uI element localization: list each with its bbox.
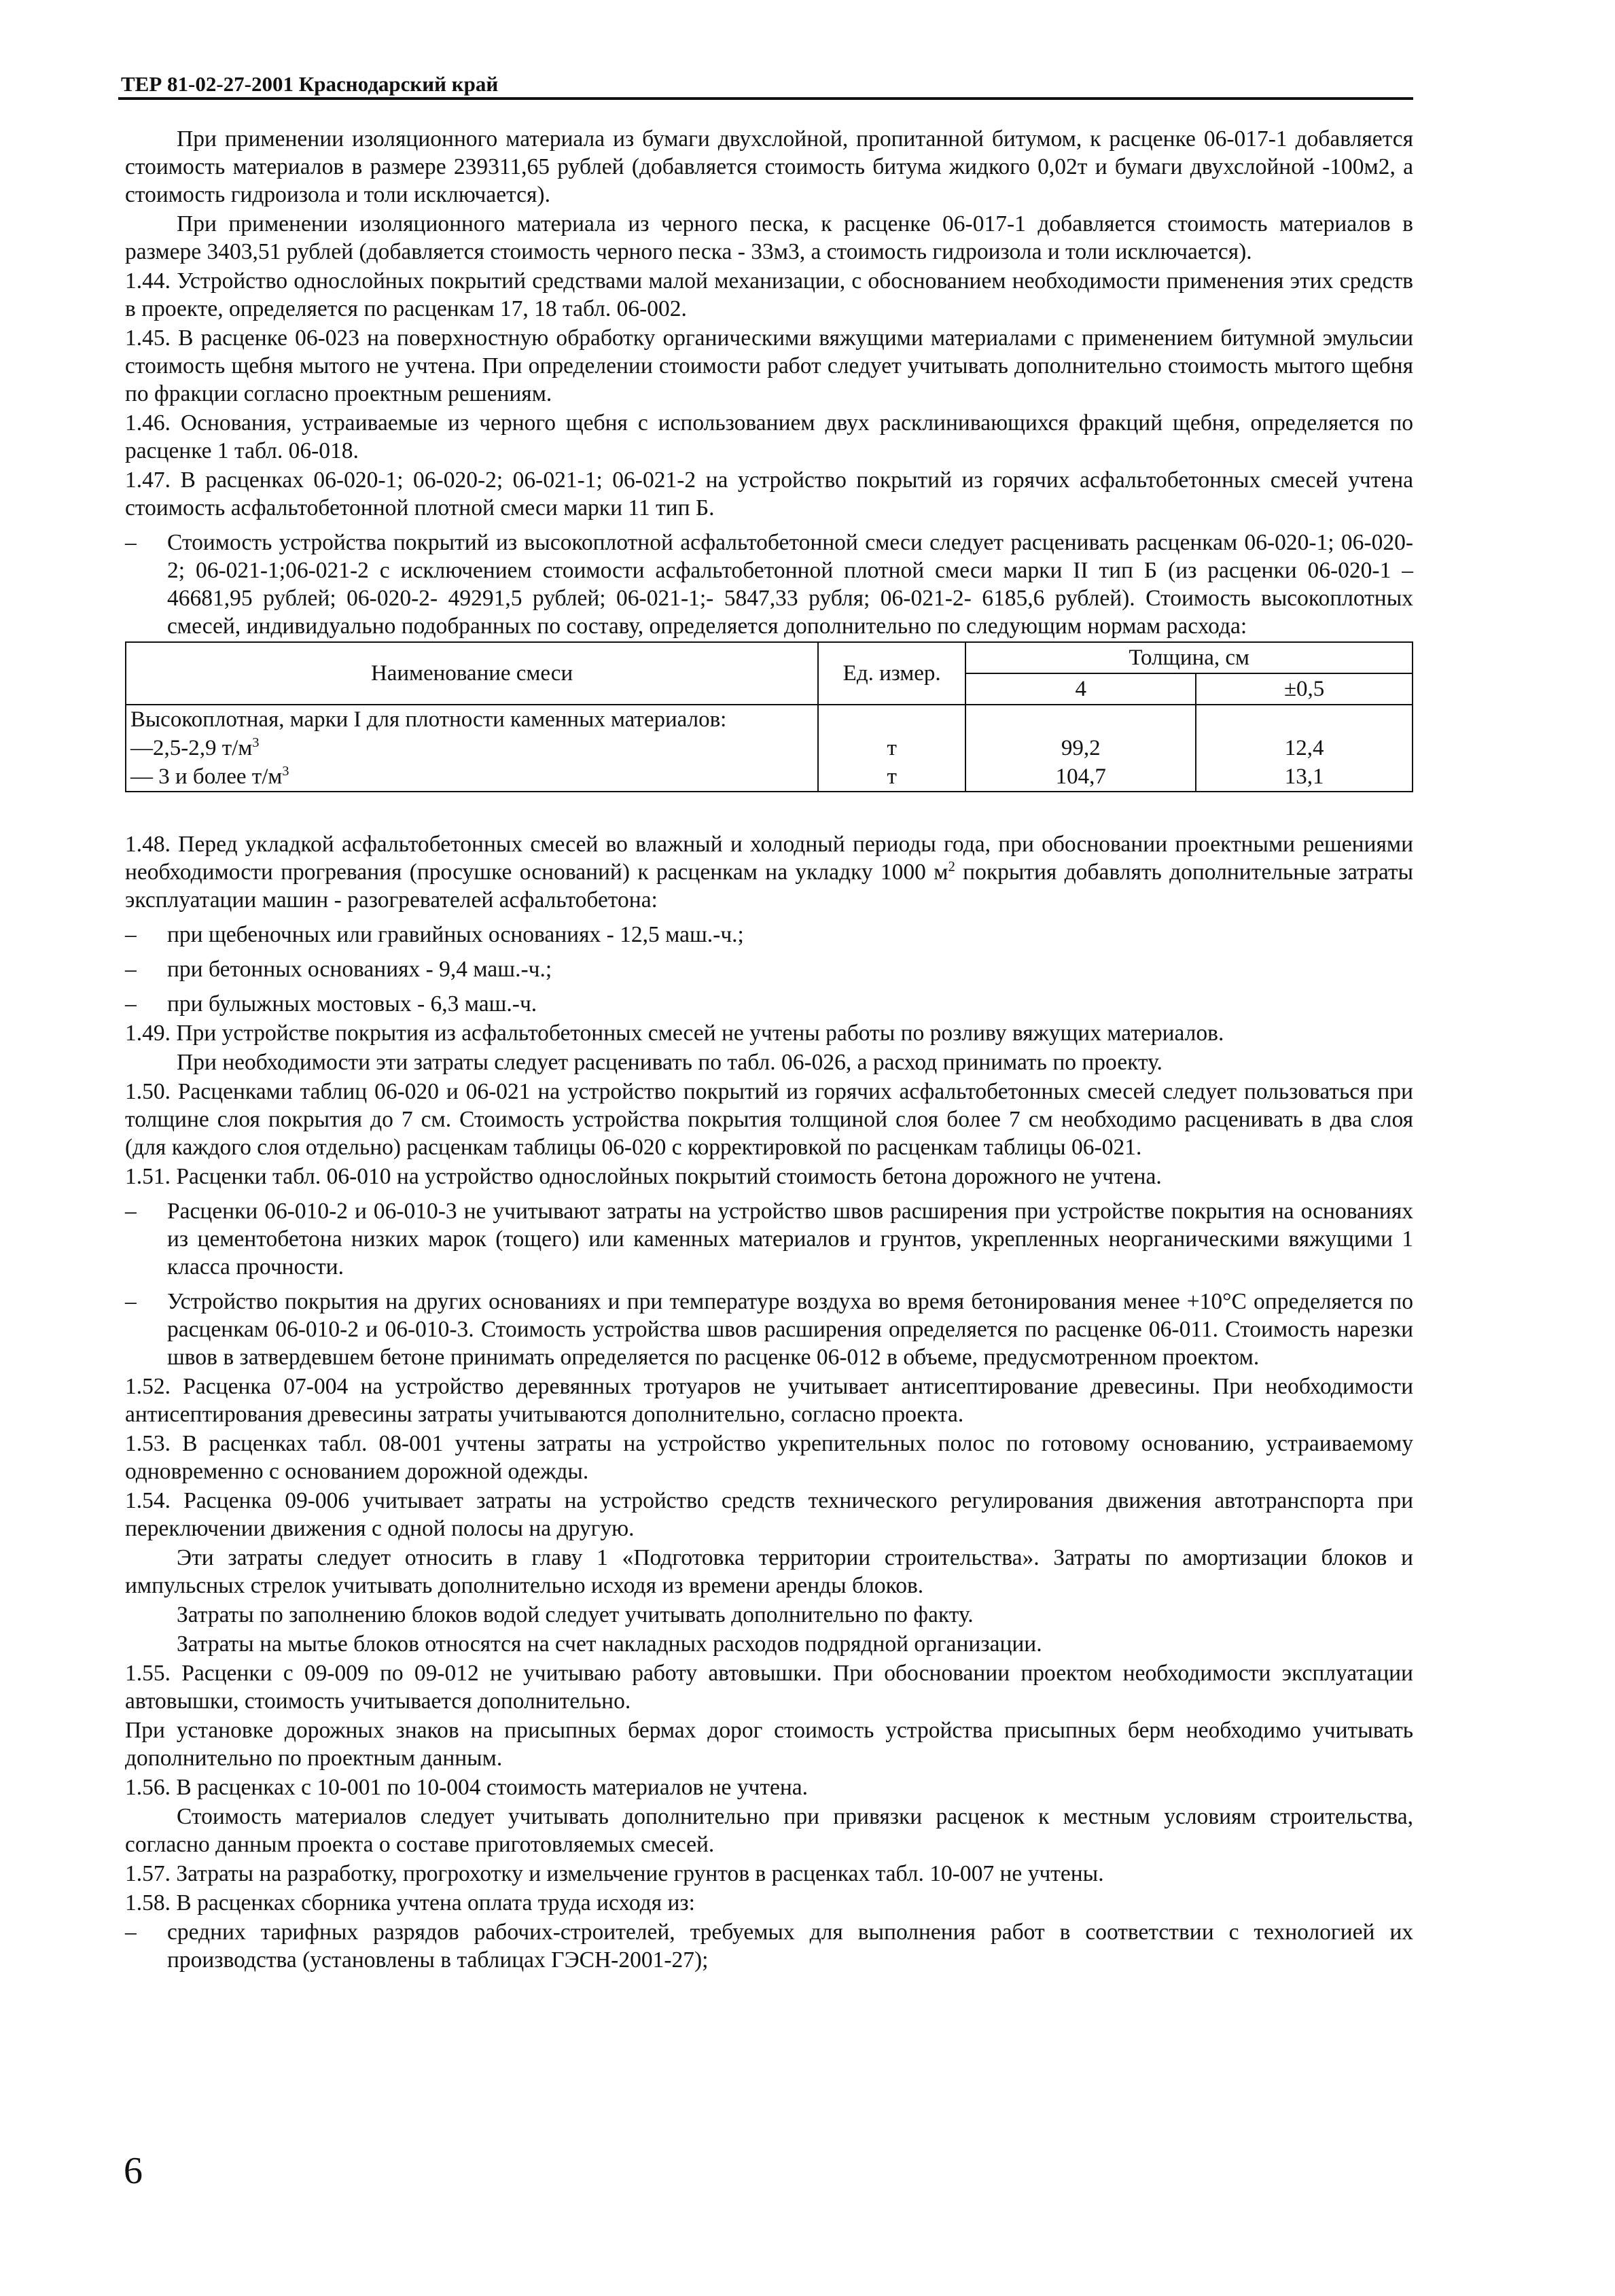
page-number: 6: [124, 2150, 143, 2192]
row-value-4: 99,2: [965, 734, 1196, 762]
row-value-4: 104,7: [965, 762, 1196, 792]
group-label: Высокоплотная, марки I для плотности каменных материалов:: [126, 705, 818, 734]
paragraph: Эти затраты следует относить в главу 1 «Подготовка территории строительства». Затраты по амортизации блоков и импульсных стрелок учитывать дополнительно исходя из времени аренды блоков.: [125, 1545, 1413, 1598]
paragraph: 1.58. В расценках сборника учтена оплата труда исходя из:: [125, 1890, 695, 1915]
row-unit: т: [818, 762, 965, 792]
paragraph: 1.57. Затраты на разработку, прогрохотку и измельчение грунтов в расценках табл. 10-007 не учтены.: [125, 1861, 1104, 1886]
dash-mark: –: [125, 530, 137, 555]
table-row: [126, 734, 1413, 762]
row-label: —2,5-2,9 $т/м^3$: [126, 734, 818, 762]
dash-paragraph: – Расценки 06-010-2 и 06-010-3 не учитывают затраты на устройство швов расширения при устройстве покрытия на основаниях из цементобетона низких марок (тощего) или каменных материалов и грунтов, укрепленных неорганическими вяжущими 1 класса прочности.: [125, 1199, 1413, 1279]
header-unit: Ед. измер.: [818, 642, 965, 705]
paragraph: 1.53. В расценках табл. 08-001 учтены затраты на устройство укрепительных полос по готовому основанию, устраиваемому одновременно с основанием дорожной одежды.: [125, 1431, 1413, 1484]
paragraph: 1.45. В расценке 06-023 на поверхностную обработку органическими вяжущими материалами с применением битумной эмульсии стоимость щебня мытого не учтена. При определении стоимости работ следует учитывать дополнительно стоимость мытого щебня по фракции согласно проектным решениям.: [125, 325, 1413, 406]
dash-item: – при бетонных основаниях - 9,4 маш.-ч.;: [125, 957, 552, 982]
dash-item: – при щебеночных или гравийных основаниях - 12,5 маш.-ч.;: [125, 922, 744, 947]
page-body: [125, 125, 1413, 1975]
paragraph: Затраты на мытье блоков относятся на счет накладных расходов подрядной организации.: [177, 1631, 1042, 1657]
paragraph: При применении изоляционного материала из черного песка, к расценке 06-017-1 добавляется стоимость материалов в размере 3403,51 рублей (добавляется стоимость черного песка - 33м3, а стоимость гидроизола и толи исключается).: [125, 211, 1413, 264]
consumption-norms-table: [125, 641, 1413, 792]
dash-mark: –: [125, 1199, 137, 1224]
table-row: [126, 705, 1413, 734]
paragraph: При установке дорожных знаков на присыпных бермах дорог стоимость устройства присыпных берм необходимо учитывать дополнительно по проектным данным.: [125, 1718, 1413, 1771]
table-header-row: [126, 642, 1413, 673]
dash-paragraph: – Устройство покрытия на других основаниях и при температуре воздуха во время бетонирования менее +10°С определяется по расценкам 06-010-2 и 06-010-3. Стоимость устройства швов расширения определяется по расценке 06-011. Стоимость нарезки швов в затвердевшем бетоне принимать определяется по расценке 06-012 в объеме, предусмотренном проектом.: [125, 1289, 1413, 1370]
row-label: — 3 и более $т/м^3$: [126, 762, 818, 792]
subheader-05: ±0,5: [1196, 673, 1413, 705]
dash-mark: –: [125, 1920, 137, 1945]
paragraph: Стоимость материалов следует учитывать дополнительно при привязки расценок к местным условиям строительства, согласно данным проекта о составе приготовляемых смесей.: [125, 1804, 1413, 1857]
table-row: [126, 762, 1413, 792]
paragraph: 1.52. Расценка 07-004 на устройство деревянных тротуаров не учитывает антисептирование древесины. При необходимости антисептирования древесины затраты учитываются дополнительно, согласно проекта.: [125, 1374, 1413, 1427]
paragraph: 1.46. Основания, устраиваемые из черного щебня с использованием двух расклинивающихся фракций щебня, определяется по расценке 1 табл. 06-018.: [125, 410, 1413, 463]
cell-empty: [818, 705, 965, 734]
dash-mark: –: [125, 957, 137, 982]
running-header: ТЕР 81-02-27-2001 Краснодарский край: [121, 72, 499, 96]
paragraph: 1.51. Расценки табл. 06-010 на устройство однослойных покрытий стоимость бетона дорожного не учтена.: [125, 1164, 1162, 1189]
row-unit: т: [818, 734, 965, 762]
paragraph-text: Стоимость устройства покрытий из высокоплотной асфальтобетонной смеси следует расценивать расценкам 06-020-1; 06-020-2; 06-021-1;06-021-2 с исключением стоимости асфальтобетонной плотной смеси марки II тип Б (из расценки 06-020-1 – 46681,95 рублей; 06-020-2- 49291,5 рублей; 06-021-1;- 5847,33 рубля; 06-021-2- 6185,6 рублей). Стоимость высокоплотных смесей, индивидуально подобранных по составу, определяется дополнительно по следующим нормам расхода:: [167, 530, 1413, 639]
dash-mark: –: [125, 991, 137, 1017]
subheader-4: 4: [965, 673, 1196, 705]
dash-item: – средних тарифных разрядов рабочих-строителей, требуемых для выполнения работ в соответствии с технологией их производства (установлены в таблицах ГЭСН-2001-27);: [125, 1920, 1413, 1973]
paragraph: 1.47. В расценках 06-020-1; 06-020-2; 06-021-1; 06-021-2 на устройство покрытий из горячих асфальтобетонных смесей учтена стоимость асфальтобетонной плотной смеси марки 11 тип Б.: [125, 467, 1413, 520]
paragraph: 1.56. В расценках с 10-001 по 10-004 стоимость материалов не учтена.: [125, 1775, 809, 1800]
paragraph: 1.54. Расценка 09-006 учитывает затраты на устройство средств технического регулирования движения автотранспорта при переключении движения с одной полосы на другую.: [125, 1488, 1413, 1541]
paragraph: 1.55. Расценки с 09-009 по 09-012 не учитываю работу автовышки. При обосновании проектом необходимости эксплуатации автовышки, стоимость учитывается дополнительно.: [125, 1661, 1413, 1714]
paragraph: При применении изоляционного материала из бумаги двухслойной, пропитанной битумом, к расценке 06-017-1 добавляется стоимость материалов в размере 239311,65 рублей (добавляется стоимость битума жидкого 0,02т и бумаги двухслойной -100м2, а стоимость гидроизола и толи исключается).: [125, 126, 1413, 207]
paragraph: 1.50. Расценками таблиц 06-020 и 06-021 на устройство покрытий из горячих асфальтобетонных смесей следует пользоваться при толщине слоя покрытия до 7 см. Стоимость устройства покрытия толщиной слоя более 7 см необходимо расценивать в два слоя (для каждого слоя отдельно) расценкам таблицы 06-020 с корректировкой по расценкам таблицы 06-021.: [125, 1079, 1413, 1160]
paragraph: 1.49. При устройстве покрытия из асфальтобетонных смесей не учтены работы по розливу вяжущих материалов.: [125, 1021, 1224, 1046]
cell-empty: [1196, 705, 1413, 734]
dash-paragraph: [125, 529, 1413, 640]
header-thickness: Толщина, см: [965, 642, 1413, 673]
paragraph: При необходимости эти затраты следует расценивать по табл. 06-026, а расход принимать по проекту.: [177, 1050, 1163, 1075]
dash-item: – при булыжных мостовых - 6,3 маш.-ч.: [125, 991, 537, 1017]
dash-mark: –: [125, 922, 137, 947]
paragraph: 1.44. Устройство однослойных покрытий средствами малой механизации, с обоснованием необходимости применения этих средств в проекте, определяется по расценкам 17, 18 табл. 06-002.: [125, 268, 1413, 321]
paragraph: Затраты по заполнению блоков водой следует учитывать дополнительно по факту.: [177, 1602, 974, 1627]
row-value-05: 12,4: [1196, 734, 1413, 762]
dash-mark: –: [125, 1289, 137, 1314]
paragraph: 1.48. Перед укладкой асфальтобетонных смесей во влажный и холодный периоды года, при обосновании проектными решениями необходимости прогревания (просушке оснований) к расценкам на укладку 1000 $м^2$ покрытия добавлять дополнительные затраты эксплуатации машин - разогревателей асфальтобетона:: [125, 832, 1413, 913]
header-rule: [118, 97, 1413, 100]
cell-empty: [965, 705, 1196, 734]
header-mix-name: Наименование смеси: [126, 642, 818, 705]
row-value-05: 13,1: [1196, 762, 1413, 792]
